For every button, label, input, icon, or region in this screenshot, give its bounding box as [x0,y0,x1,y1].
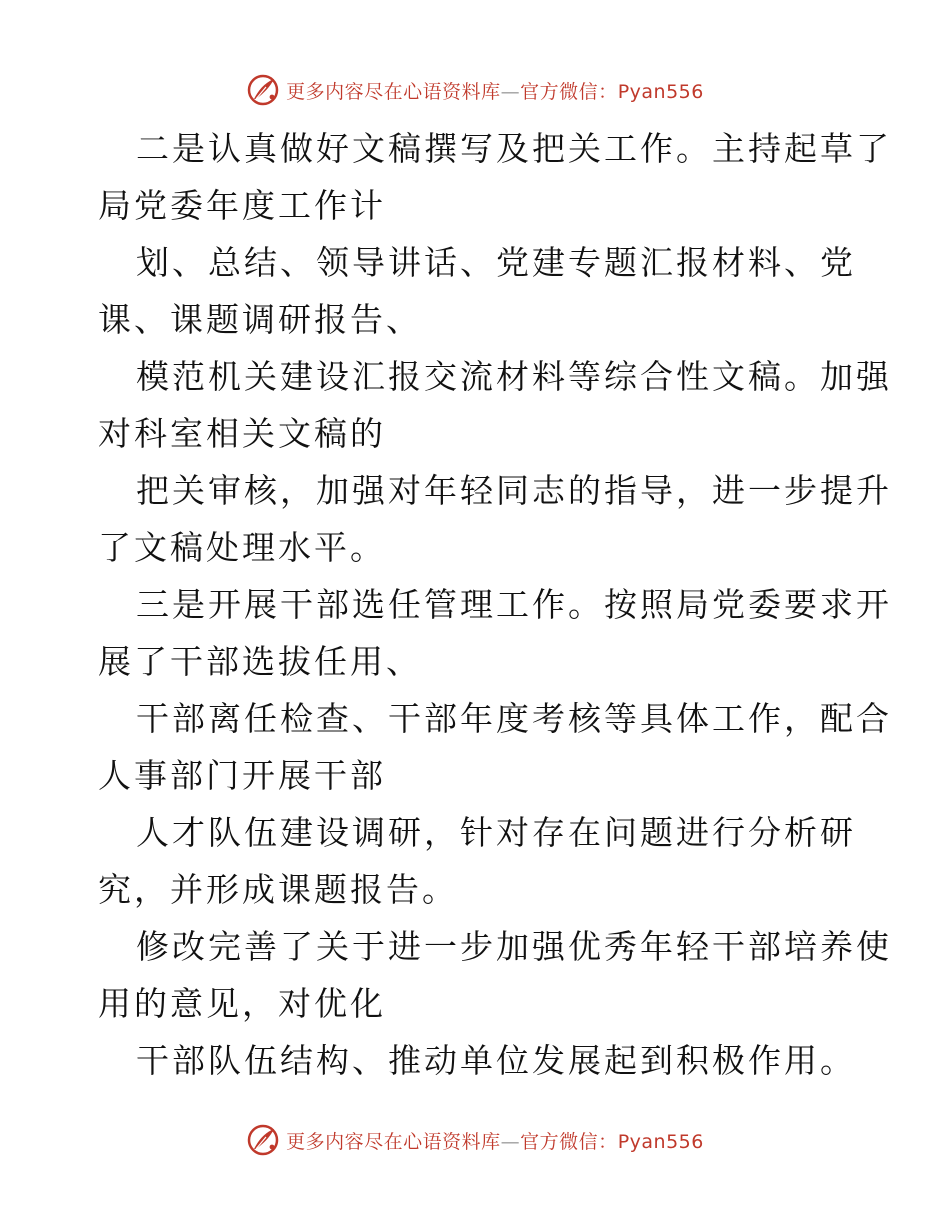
header-watermark [0,70,950,110]
watermark-site-text: 更多内容尽在心语资料库 [286,80,501,103]
text-line: 干部离任检查、干部年度考核等具体工作，配合 [136,699,892,738]
text-line: 三是开展干部选任管理工作。按照局党委要求开 [136,585,892,624]
watermark-wechat-id: Pyan556 [617,1130,704,1153]
text-line: 划、总结、领导讲话、党建专题汇报材料、党 [136,243,856,282]
text-line: 展了干部选拔任用、 [98,642,422,681]
watermark-text [286,77,704,104]
text-line: 究，并形成课题报告。 [98,870,458,909]
watermark-wechat-label: 官方微信： [520,1130,618,1153]
watermark-site-text: 更多内容尽在心语资料库 [286,1130,501,1153]
text-line: 修改完善了关于进一步加强优秀年轻干部培养使 [136,927,892,966]
text-line: 人才队伍建设调研，针对存在问题进行分析研 [136,813,856,852]
text-line: 局党委年度工作计 [98,186,386,225]
watermark-text [286,1127,704,1154]
watermark-wechat-id: Pyan556 [617,80,704,103]
text-line: 了文稿处理水平。 [98,528,386,567]
document-body [98,120,892,1089]
watermark-separator: — [500,1130,521,1153]
text-line: 模范机关建设汇报交流材料等综合性文稿。加强 [136,357,892,396]
feather-pen-logo-icon [246,73,280,107]
text-line: 对科室相关文稿的 [98,414,386,453]
text-line: 人事部门开展干部 [98,756,386,795]
watermark-separator: — [500,80,521,103]
text-line: 课、课题调研报告、 [98,300,422,339]
feather-pen-logo-icon [246,1123,280,1157]
footer-watermark [0,1120,950,1160]
watermark-wechat-label: 官方微信： [520,80,618,103]
text-line: 把关审核，加强对年轻同志的指导，进一步提升 [136,471,892,510]
text-line: 用的意见，对优化 [98,984,386,1023]
text-line: 干部队伍结构、推动单位发展起到积极作用。 [136,1041,856,1080]
text-line: 二是认真做好文稿撰写及把关工作。主持起草了 [136,129,892,168]
